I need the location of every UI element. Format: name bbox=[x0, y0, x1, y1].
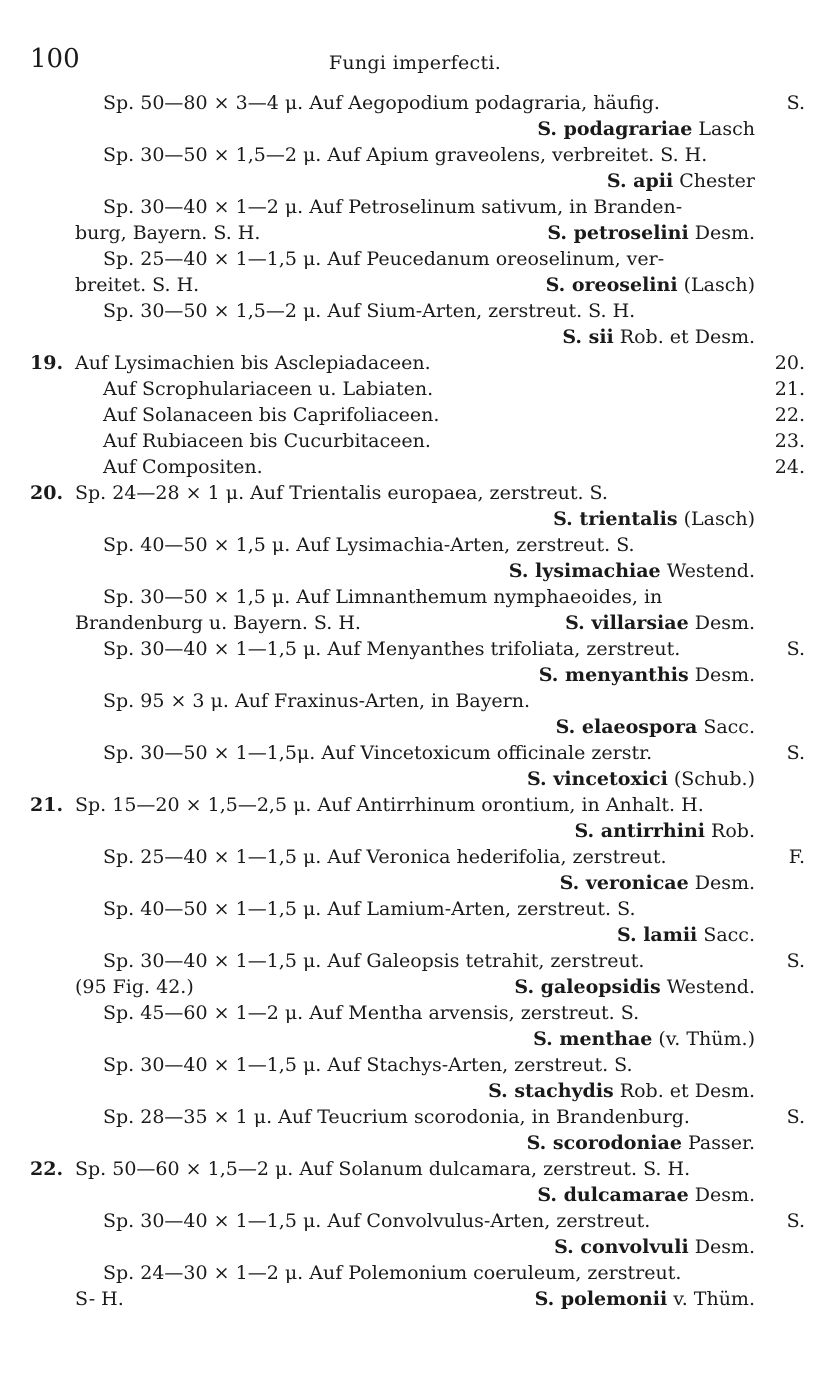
text-line bbox=[103, 844, 805, 870]
species-name-line bbox=[103, 766, 805, 792]
species-name-line bbox=[103, 558, 805, 584]
species-name-line bbox=[103, 662, 805, 688]
line-text: Sp. 40—50 × 1,5 μ. Auf Lysimachia-Arten, zerstreut. S. bbox=[103, 534, 635, 556]
species-author: Desm. bbox=[688, 1184, 755, 1206]
species-author: Desm. bbox=[688, 1236, 755, 1258]
line-text: Sp. 45—60 × 1—2 μ. Auf Mentha arvensis, zerstreut. S. bbox=[103, 1002, 640, 1024]
line-text: breitet. S. H. bbox=[75, 274, 200, 296]
key-target: 22. bbox=[774, 404, 805, 426]
species-name-line bbox=[103, 324, 805, 350]
species-name: S. menyanthis bbox=[538, 664, 689, 686]
text-line bbox=[103, 194, 805, 220]
text-line bbox=[103, 1260, 805, 1286]
species-author: Lasch bbox=[692, 118, 755, 140]
key-entry-line bbox=[30, 1156, 805, 1182]
species-name-line bbox=[103, 870, 805, 896]
line-text: Sp. 30—40 × 1—1,5 μ. Auf Convolvulus-Arten, zerstreut. bbox=[103, 1210, 651, 1232]
line-text: Sp. 30—50 × 1—1,5μ. Auf Vincetoxicum officinale zerstr. bbox=[103, 742, 653, 764]
line-text: (95 Fig. 42.) bbox=[75, 976, 194, 998]
species-author: Desm. bbox=[688, 872, 755, 894]
text-line bbox=[103, 1208, 805, 1234]
species-name: S. lamii bbox=[616, 924, 698, 946]
species-author: (v. Thüm.) bbox=[652, 1028, 755, 1050]
species-author: (Lasch) bbox=[677, 508, 755, 530]
text-line bbox=[103, 246, 805, 272]
species-author: Westend. bbox=[660, 976, 755, 998]
species-name-line bbox=[103, 1026, 805, 1052]
line-text: Sp. 25—40 × 1—1,5 μ. Auf Veronica hederifolia, zerstreut. bbox=[103, 846, 667, 868]
key-number: 21. bbox=[30, 794, 64, 816]
line-text: S- H. bbox=[75, 1288, 124, 1310]
text-line bbox=[103, 740, 805, 766]
text-line bbox=[103, 298, 805, 324]
text-line bbox=[75, 974, 805, 1000]
species-name: S. antirrhini bbox=[574, 820, 705, 842]
line-text: Brandenburg u. Bayern. S. H. bbox=[75, 612, 361, 634]
species-name: S. elaeospora bbox=[555, 716, 698, 738]
species-author: Rob. et Desm. bbox=[613, 1080, 755, 1102]
text-line bbox=[103, 532, 805, 558]
species-author: Chester bbox=[673, 170, 755, 192]
text-line bbox=[103, 376, 805, 402]
key-number: 22. bbox=[30, 1158, 64, 1180]
key-entry-line bbox=[30, 792, 805, 818]
species-name: S. apii bbox=[606, 170, 674, 192]
text-line bbox=[103, 1052, 805, 1078]
species-name: S. vincetoxici bbox=[527, 768, 668, 790]
species-name-line bbox=[103, 818, 805, 844]
species-name-line bbox=[103, 506, 805, 532]
species-name: S. scorodoniae bbox=[526, 1132, 682, 1154]
line-text: Sp. 50—80 × 3—4 μ. Auf Aegopodium podagraria, häufig. bbox=[103, 92, 660, 114]
key-entry-line bbox=[30, 480, 805, 506]
key-target: 24. bbox=[774, 456, 805, 478]
key-target: 20. bbox=[774, 352, 805, 374]
species-name-line bbox=[103, 1130, 805, 1156]
text-line bbox=[103, 90, 805, 116]
species-name: S. stachydis bbox=[488, 1080, 614, 1102]
species-name: S. trientalis bbox=[553, 508, 678, 530]
species-author: v. Thüm. bbox=[667, 1288, 755, 1310]
text-line bbox=[103, 584, 805, 610]
line-text: Sp. 95 × 3 μ. Auf Fraxinus-Arten, in Bayern. bbox=[103, 690, 531, 712]
species-author: Desm. bbox=[688, 612, 755, 634]
region-code: S. bbox=[786, 1210, 805, 1232]
text-line bbox=[75, 272, 805, 298]
line-text: Sp. 30—40 × 1—2 μ. Auf Petroselinum sativum, in Branden- bbox=[103, 196, 683, 218]
line-text: Sp. 24—28 × 1 μ. Auf Trientalis europaea, zerstreut. S. bbox=[75, 482, 608, 504]
line-text: Auf Compositen. bbox=[103, 456, 263, 478]
line-text: burg, Bayern. S. H. bbox=[75, 222, 261, 244]
species-name: S. villarsiae bbox=[565, 612, 689, 634]
species-name-line bbox=[103, 168, 805, 194]
running-title: Fungi imperfecti. bbox=[328, 52, 502, 74]
text-line bbox=[103, 896, 805, 922]
key-number: 20. bbox=[30, 482, 64, 504]
species-name: S. podagrariae bbox=[537, 118, 693, 140]
species-name: S. menthae bbox=[533, 1028, 653, 1050]
text-line bbox=[75, 610, 805, 636]
line-text: Sp. 30—40 × 1—1,5 μ. Auf Menyanthes trifoliata, zerstreut. bbox=[103, 638, 681, 660]
text-line bbox=[103, 454, 805, 480]
line-text: Auf Lysimachien bis Asclepiadaceen. bbox=[75, 352, 431, 374]
species-author: Sacc. bbox=[697, 924, 755, 946]
species-author: Desm. bbox=[688, 222, 755, 244]
line-text: Sp. 30—50 × 1,5—2 μ. Auf Apium graveolens, verbreitet. S. H. bbox=[103, 144, 708, 166]
species-name: S. oreoselini bbox=[545, 274, 678, 296]
species-name-line bbox=[103, 714, 805, 740]
line-text: Sp. 30—40 × 1—1,5 μ. Auf Galeopsis tetrahit, zerstreut. bbox=[103, 950, 645, 972]
text-line bbox=[103, 1104, 805, 1130]
region-code: S. bbox=[786, 742, 805, 764]
species-author: (Schub.) bbox=[667, 768, 755, 790]
text-line bbox=[103, 688, 805, 714]
line-text: Auf Rubiaceen bis Cucurbitaceen. bbox=[103, 430, 431, 452]
text-line bbox=[75, 220, 805, 246]
species-name: S. sii bbox=[562, 326, 614, 348]
page-number: 100 bbox=[30, 44, 80, 74]
line-text: Sp. 30—40 × 1—1,5 μ. Auf Stachys-Arten, zerstreut. S. bbox=[103, 1054, 633, 1076]
key-target: 21. bbox=[774, 378, 805, 400]
species-name: S. polemonii bbox=[534, 1288, 668, 1310]
line-text: Sp. 15—20 × 1,5—2,5 μ. Auf Antirrhinum orontium, in Anhalt. H. bbox=[75, 794, 704, 816]
species-author: Passer. bbox=[681, 1132, 755, 1154]
species-name: S. galeopsidis bbox=[514, 976, 661, 998]
species-author: (Lasch) bbox=[677, 274, 755, 296]
region-code: F. bbox=[788, 846, 805, 868]
line-text: Sp. 50—60 × 1,5—2 μ. Auf Solanum dulcamara, zerstreut. S. H. bbox=[75, 1158, 691, 1180]
species-name-line bbox=[103, 922, 805, 948]
region-code: S. bbox=[786, 92, 805, 114]
line-text: Sp. 30—50 × 1,5 μ. Auf Limnanthemum nymphaeoides, in bbox=[103, 586, 663, 608]
species-name-line bbox=[103, 1234, 805, 1260]
line-text: Sp. 24—30 × 1—2 μ. Auf Polemonium coeruleum, zerstreut. bbox=[103, 1262, 682, 1284]
species-author: Westend. bbox=[660, 560, 755, 582]
species-name-line bbox=[103, 1078, 805, 1104]
text-line bbox=[103, 142, 805, 168]
species-name: S. lysimachiae bbox=[508, 560, 661, 582]
text-line bbox=[103, 948, 805, 974]
line-text: Sp. 28—35 × 1 μ. Auf Teucrium scorodonia, in Brandenburg. bbox=[103, 1106, 690, 1128]
text-line bbox=[103, 636, 805, 662]
line-text: Sp. 25—40 × 1—1,5 μ. Auf Peucedanum oreoselinum, ver- bbox=[103, 248, 665, 270]
species-author: Desm. bbox=[688, 664, 755, 686]
region-code: S. bbox=[786, 1106, 805, 1128]
key-number: 19. bbox=[30, 352, 64, 374]
species-author: Rob. bbox=[705, 820, 755, 842]
species-name-line bbox=[103, 116, 805, 142]
species-name-line bbox=[103, 1182, 805, 1208]
line-text: Auf Scrophulariaceen u. Labiaten. bbox=[103, 378, 434, 400]
region-code: S. bbox=[786, 638, 805, 660]
text-line bbox=[103, 428, 805, 454]
line-text: Sp. 30—50 × 1,5—2 μ. Auf Sium-Arten, zerstreut. S. H. bbox=[103, 300, 636, 322]
key-target: 23. bbox=[774, 430, 805, 452]
species-name: S. dulcamarae bbox=[537, 1184, 689, 1206]
species-name: S. petroselini bbox=[547, 222, 689, 244]
text-line bbox=[103, 1000, 805, 1026]
region-code: S. bbox=[786, 950, 805, 972]
species-name: S. veronicae bbox=[559, 872, 689, 894]
line-text: Sp. 40—50 × 1—1,5 μ. Auf Lamium-Arten, zerstreut. S. bbox=[103, 898, 636, 920]
species-author: Sacc. bbox=[697, 716, 755, 738]
text-line bbox=[103, 402, 805, 428]
line-text: Auf Solanaceen bis Caprifoliaceen. bbox=[103, 404, 440, 426]
text-line bbox=[75, 1286, 805, 1312]
species-name: S. convolvuli bbox=[554, 1236, 689, 1258]
key-entry-line bbox=[30, 350, 805, 376]
species-author: Rob. et Desm. bbox=[613, 326, 755, 348]
